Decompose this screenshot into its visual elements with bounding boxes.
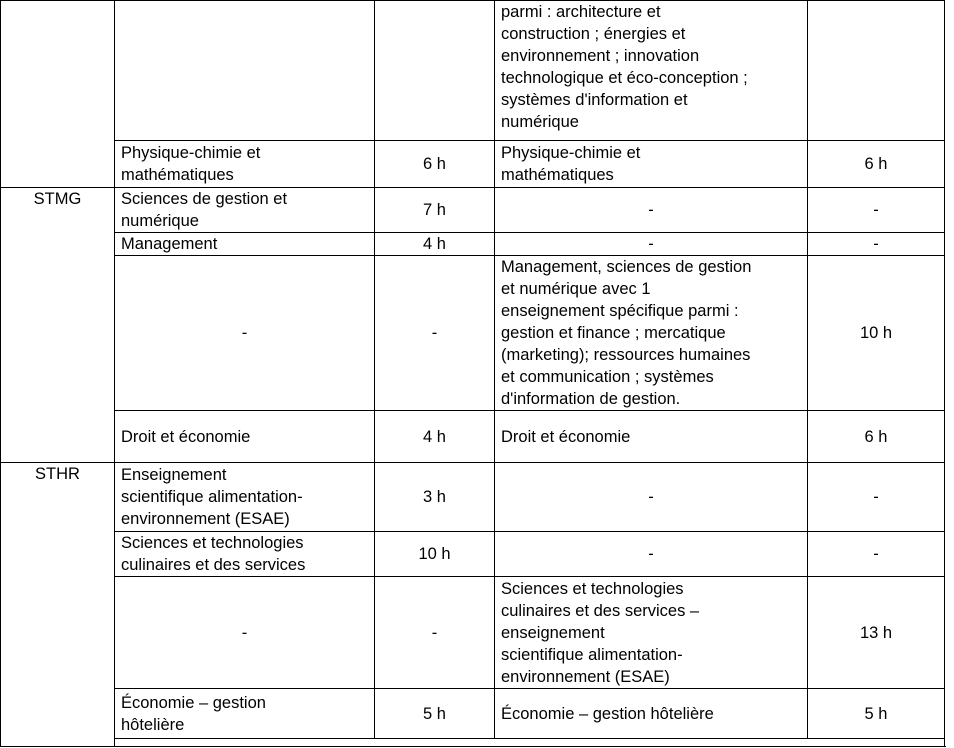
table-row — [1, 532, 945, 577]
series-label-stmg: STMG — [1, 188, 115, 463]
old-hours-cell: 3 h — [375, 463, 495, 532]
next-row-partial — [115, 739, 945, 747]
table-row — [1, 577, 945, 689]
old-hours-cell: 7 h — [375, 188, 495, 233]
new-subject-cell: parmi : architecture et construction ; énergies et environnement ; innovation technologique et éco-conception ; systèmes d'information et numérique — [495, 1, 808, 141]
old-subject-cell: - — [115, 577, 375, 689]
new-hours-cell: - — [808, 532, 945, 577]
old-subject-cell: Enseignement scientifique alimentation- environnement (ESAE) — [115, 463, 375, 532]
new-subject-cell: Management, sciences de gestion et numérique avec 1 enseignement spécifique parmi : gestion et finance ; mercatique (marketing); ressources humaines et communication ; systèmes d'information de gestion. — [495, 256, 808, 411]
table-row — [1, 739, 945, 747]
new-subject-cell: Économie – gestion hôtelière — [495, 689, 808, 739]
table-row — [1, 689, 945, 739]
old-subject-cell: Management — [115, 233, 375, 256]
old-subject-cell: Droit et économie — [115, 411, 375, 463]
new-hours-cell: 13 h — [808, 577, 945, 689]
new-hours-cell: 6 h — [808, 141, 945, 188]
new-hours-cell: 6 h — [808, 411, 945, 463]
new-hours-cell: - — [808, 233, 945, 256]
new-subject-cell: - — [495, 233, 808, 256]
old-subject-cell: Sciences et technologies culinaires et des services — [115, 532, 375, 577]
old-hours-cell: 4 h — [375, 233, 495, 256]
old-hours-cell: 10 h — [375, 532, 495, 577]
new-hours-cell: 10 h — [808, 256, 945, 411]
table-row — [1, 463, 945, 532]
old-hours-cell: - — [375, 577, 495, 689]
series-cell-continued — [1, 1, 115, 188]
old-hours-cell: 4 h — [375, 411, 495, 463]
table-row — [1, 256, 945, 411]
new-hours-cell: - — [808, 463, 945, 532]
new-subject-cell: - — [495, 532, 808, 577]
table-row — [1, 411, 945, 463]
new-hours-cell — [808, 1, 945, 141]
new-subject-cell: - — [495, 188, 808, 233]
new-subject-cell: Sciences et technologies culinaires et des services – enseignement scientifique alimentation- environnement (ESAE) — [495, 577, 808, 689]
new-subject-cell: Physique-chimie et mathématiques — [495, 141, 808, 188]
old-subject-cell: Physique-chimie et mathématiques — [115, 141, 375, 188]
new-hours-cell: 5 h — [808, 689, 945, 739]
new-hours-cell: - — [808, 188, 945, 233]
old-subject-cell — [115, 1, 375, 141]
new-subject-cell: Droit et économie — [495, 411, 808, 463]
old-hours-cell: 6 h — [375, 141, 495, 188]
old-subject-cell: Sciences de gestion et numérique — [115, 188, 375, 233]
table-row — [1, 188, 945, 233]
old-subject-cell: - — [115, 256, 375, 411]
old-hours-cell — [375, 1, 495, 141]
new-subject-cell: - — [495, 463, 808, 532]
old-subject-cell: Économie – gestion hôtelière — [115, 689, 375, 739]
table-row — [1, 141, 945, 188]
table-row — [1, 233, 945, 256]
old-hours-cell: - — [375, 256, 495, 411]
table-row — [1, 1, 945, 141]
series-label-sthr: STHR — [1, 463, 115, 747]
old-hours-cell: 5 h — [375, 689, 495, 739]
